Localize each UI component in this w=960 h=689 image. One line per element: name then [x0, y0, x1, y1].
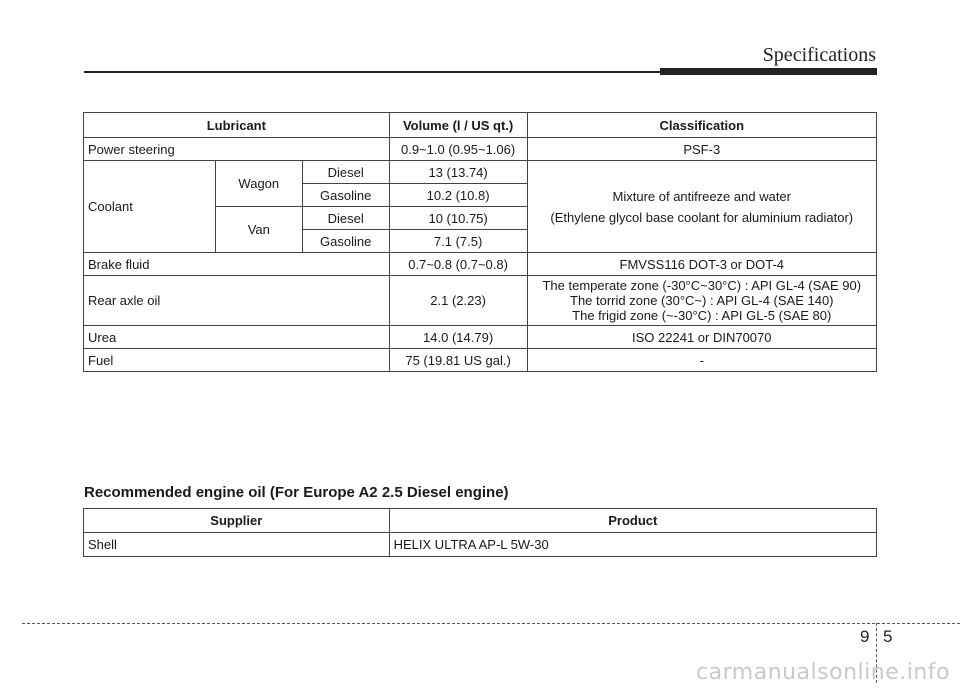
wagon-gasoline-fuel: Gasoline: [302, 184, 389, 207]
wagon-diesel-volume: 13 (13.74): [389, 161, 527, 184]
header-volume: Volume (l / US qt.): [389, 113, 527, 138]
page-header-title: Specifications: [762, 44, 876, 66]
table-row: [84, 161, 877, 184]
table-header-row: [84, 113, 877, 138]
brake-fluid-class: FMVSS116 DOT-3 or DOT-4: [527, 253, 876, 276]
rear-axle-name: Rear axle oil: [84, 276, 390, 326]
wagon-gasoline-volume: 10.2 (10.8): [389, 184, 527, 207]
fuel-volume: 75 (19.81 US gal.): [389, 349, 527, 372]
oil-supplier: Shell: [84, 533, 390, 557]
urea-class: ISO 22241 or DIN70070: [527, 326, 876, 349]
table-row: [84, 349, 877, 372]
header-rule-thin: [84, 71, 664, 73]
coolant-class: [527, 161, 876, 253]
engine-oil-table: [83, 508, 877, 557]
header-classification: Classification: [527, 113, 876, 138]
power-steering-class: PSF-3: [527, 138, 876, 161]
fuel-name: Fuel: [84, 349, 390, 372]
van-diesel-fuel: Diesel: [302, 207, 389, 230]
header-supplier: Supplier: [84, 509, 390, 533]
brake-fluid-name: Brake fluid: [84, 253, 390, 276]
footer-dashed-line: [22, 623, 960, 624]
brake-fluid-volume: 0.7~0.8 (0.7~0.8): [389, 253, 527, 276]
van-gasoline-fuel: Gasoline: [302, 230, 389, 253]
engine-oil-section-title: Recommended engine oil (For Europe A2 2.5 Diesel engine): [84, 484, 509, 501]
table-row: [84, 276, 877, 326]
oil-product: HELIX ULTRA AP-L 5W-30: [389, 533, 876, 557]
header-product: Product: [389, 509, 876, 533]
coolant-name: Coolant: [84, 161, 216, 253]
rear-axle-class-line2: The torrid zone (30°C~) : API GL-4 (SAE 140): [570, 293, 834, 308]
header-lubricant: Lubricant: [84, 113, 390, 138]
rear-axle-class-line3: The frigid zone (~-30°C) : API GL-5 (SAE 80): [572, 308, 832, 323]
coolant-class-line2: (Ethylene glycol base coolant for aluminium radiator): [550, 209, 854, 225]
table-row: [84, 326, 877, 349]
lubricant-spec-table: [83, 112, 877, 372]
rear-axle-class-line1: The temperate zone (-30°C~30°C) : API GL-4 (SAE 90): [542, 278, 862, 293]
wagon-diesel-fuel: Diesel: [302, 161, 389, 184]
urea-volume: 14.0 (14.79): [389, 326, 527, 349]
urea-name: Urea: [84, 326, 390, 349]
table-row: [84, 138, 877, 161]
page-number: 5: [883, 627, 893, 646]
fuel-class: -: [527, 349, 876, 372]
power-steering-name: Power steering: [84, 138, 390, 161]
watermark-text: carmanualsonline.info: [696, 660, 950, 685]
coolant-van: Van: [215, 207, 302, 253]
coolant-class-line1: Mixture of antifreeze and water: [612, 188, 791, 204]
chapter-number: 9: [860, 627, 870, 646]
rear-axle-class: [527, 276, 876, 326]
table-header-row: [84, 509, 877, 533]
table-row: [84, 253, 877, 276]
rear-axle-volume: 2.1 (2.23): [389, 276, 527, 326]
power-steering-volume: 0.9~1.0 (0.95~1.06): [389, 138, 527, 161]
table-row: [84, 533, 877, 557]
van-diesel-volume: 10 (10.75): [389, 207, 527, 230]
header-rule-thick: [660, 68, 877, 75]
coolant-wagon: Wagon: [215, 161, 302, 207]
van-gasoline-volume: 7.1 (7.5): [389, 230, 527, 253]
